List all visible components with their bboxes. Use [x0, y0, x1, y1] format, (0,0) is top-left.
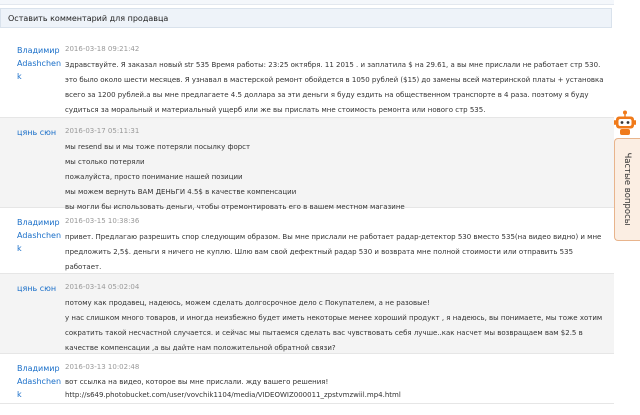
- faq-widget[interactable]: [612, 110, 640, 250]
- comment-line: у нас слишком много товаров, и иногда неизбежно будет иметь некоторые менее хороший продукт , я надеюсь, вы понимаете, мы тоже хотим: [65, 314, 603, 322]
- comment-line: пожалуйста, просто понимание нашей позиции: [65, 173, 243, 181]
- comment-line: привет. Предлагаю разрешить спор следующим образом. Вы мне прислали не работает радар-детектор 530 вместо 535(на видео видно) и мне: [65, 233, 602, 241]
- panel-header: [0, 8, 612, 28]
- video-link[interactable]: http://s649.photobucket.com/user/vovchik1104/media/VIDEOWIZ000011_zpstvmzwiil.mp4.html: [65, 391, 401, 399]
- comment-line: Здравствуйте. Я заказал новый str 535 Время работы: 23:25 октября. 11 2015 . и заплатила $ на 29.61, а вы мне прислали не работает стр 530.: [65, 61, 601, 69]
- comment-line: качестве компенсации ,а вы дайте нам положительной обратной связи?: [65, 344, 336, 352]
- comment-line: мы resend вы и мы тоже потеряли посылку форст: [65, 143, 251, 151]
- comment-date: 2016-03-17 05:11:31: [65, 127, 140, 135]
- comment-line: всего за 1200 рублей.а вы мне предлагаете 4.5 доллара за эти деньги я буду ездить на общественном транспорте в 4 раза. поэтому я буду: [65, 91, 589, 99]
- comment-line: это было около шести месяцев. Я узнавал в мастерской ремонт обойдется в 1050 рублей ($15) до замены всей материнской платы + установка: [65, 76, 604, 84]
- comment-line: вы могли бы использовать деньги, чтобы отремонтировать его в вашем местном магазине: [65, 203, 405, 211]
- comment-date: 2016-03-14 05:02:04: [65, 283, 140, 291]
- faq-tab-label: Частые вопросы: [622, 152, 632, 226]
- comment-date: 2016-03-18 09:21:42: [65, 45, 140, 53]
- comment-line: мы столько потеряли: [65, 158, 145, 166]
- comment-body: [65, 376, 610, 402]
- comment-line: сократить такой несчастной случается. и сейчас мы пытаемся сделать вас чувствовать себя лучше..как насчет мы возвращаем вам $2.5 в: [65, 329, 583, 337]
- comment-author-link[interactable]: цянь сюн: [17, 284, 57, 293]
- comment-item: [0, 208, 614, 274]
- comment-author-link[interactable]: Владимир Adashchenk: [17, 364, 62, 399]
- comment-line: предложить 2,5$. деньги я ничего не куплю. Шлю вам свой дефектный радар 530 и возврата мне полной стоимости или отправить 535: [65, 248, 574, 256]
- comment-line: потому как продавец, надеюсь, можем сделать долгосрочное дело с Покупателем, а не разовые!: [65, 299, 430, 307]
- comment-author-link[interactable]: Владимир Adashchenk: [17, 218, 62, 253]
- robot-icon[interactable]: [614, 110, 636, 136]
- comment-body: [65, 140, 610, 215]
- comment-author-link[interactable]: цянь сюн: [17, 128, 57, 137]
- faq-tab[interactable]: [614, 138, 640, 241]
- comment-body: [65, 296, 610, 356]
- comment-list: [0, 36, 614, 404]
- comment-date: 2016-03-13 10:02:48: [65, 363, 140, 371]
- comment-item: [0, 274, 614, 354]
- comment-line: работает.: [65, 263, 102, 271]
- comment-line: мы можем вернуть ВАМ ДЕНЬГИ 4.5$ в качестве компенсации: [65, 188, 297, 196]
- comment-item: [0, 36, 614, 118]
- comment-line: судиться за моральный и материальный ущерб или же вы прислать мне стоимость ремонта или нового стр 535.: [65, 106, 486, 114]
- panel-title: Оставить комментарий для продавца: [8, 14, 169, 23]
- panel-top-divider: [0, 0, 614, 5]
- comment-item: [0, 354, 614, 404]
- comment-body: [65, 230, 610, 275]
- comment-body: [65, 58, 610, 118]
- comment-item: [0, 118, 614, 211]
- comment-author-link[interactable]: Владимир Adashchenk: [17, 46, 62, 81]
- comment-line: вот ссылка на видео, которое вы мне прислали. жду вашего решения!: [65, 378, 329, 386]
- comment-date: 2016-03-15 10:38:36: [65, 217, 140, 225]
